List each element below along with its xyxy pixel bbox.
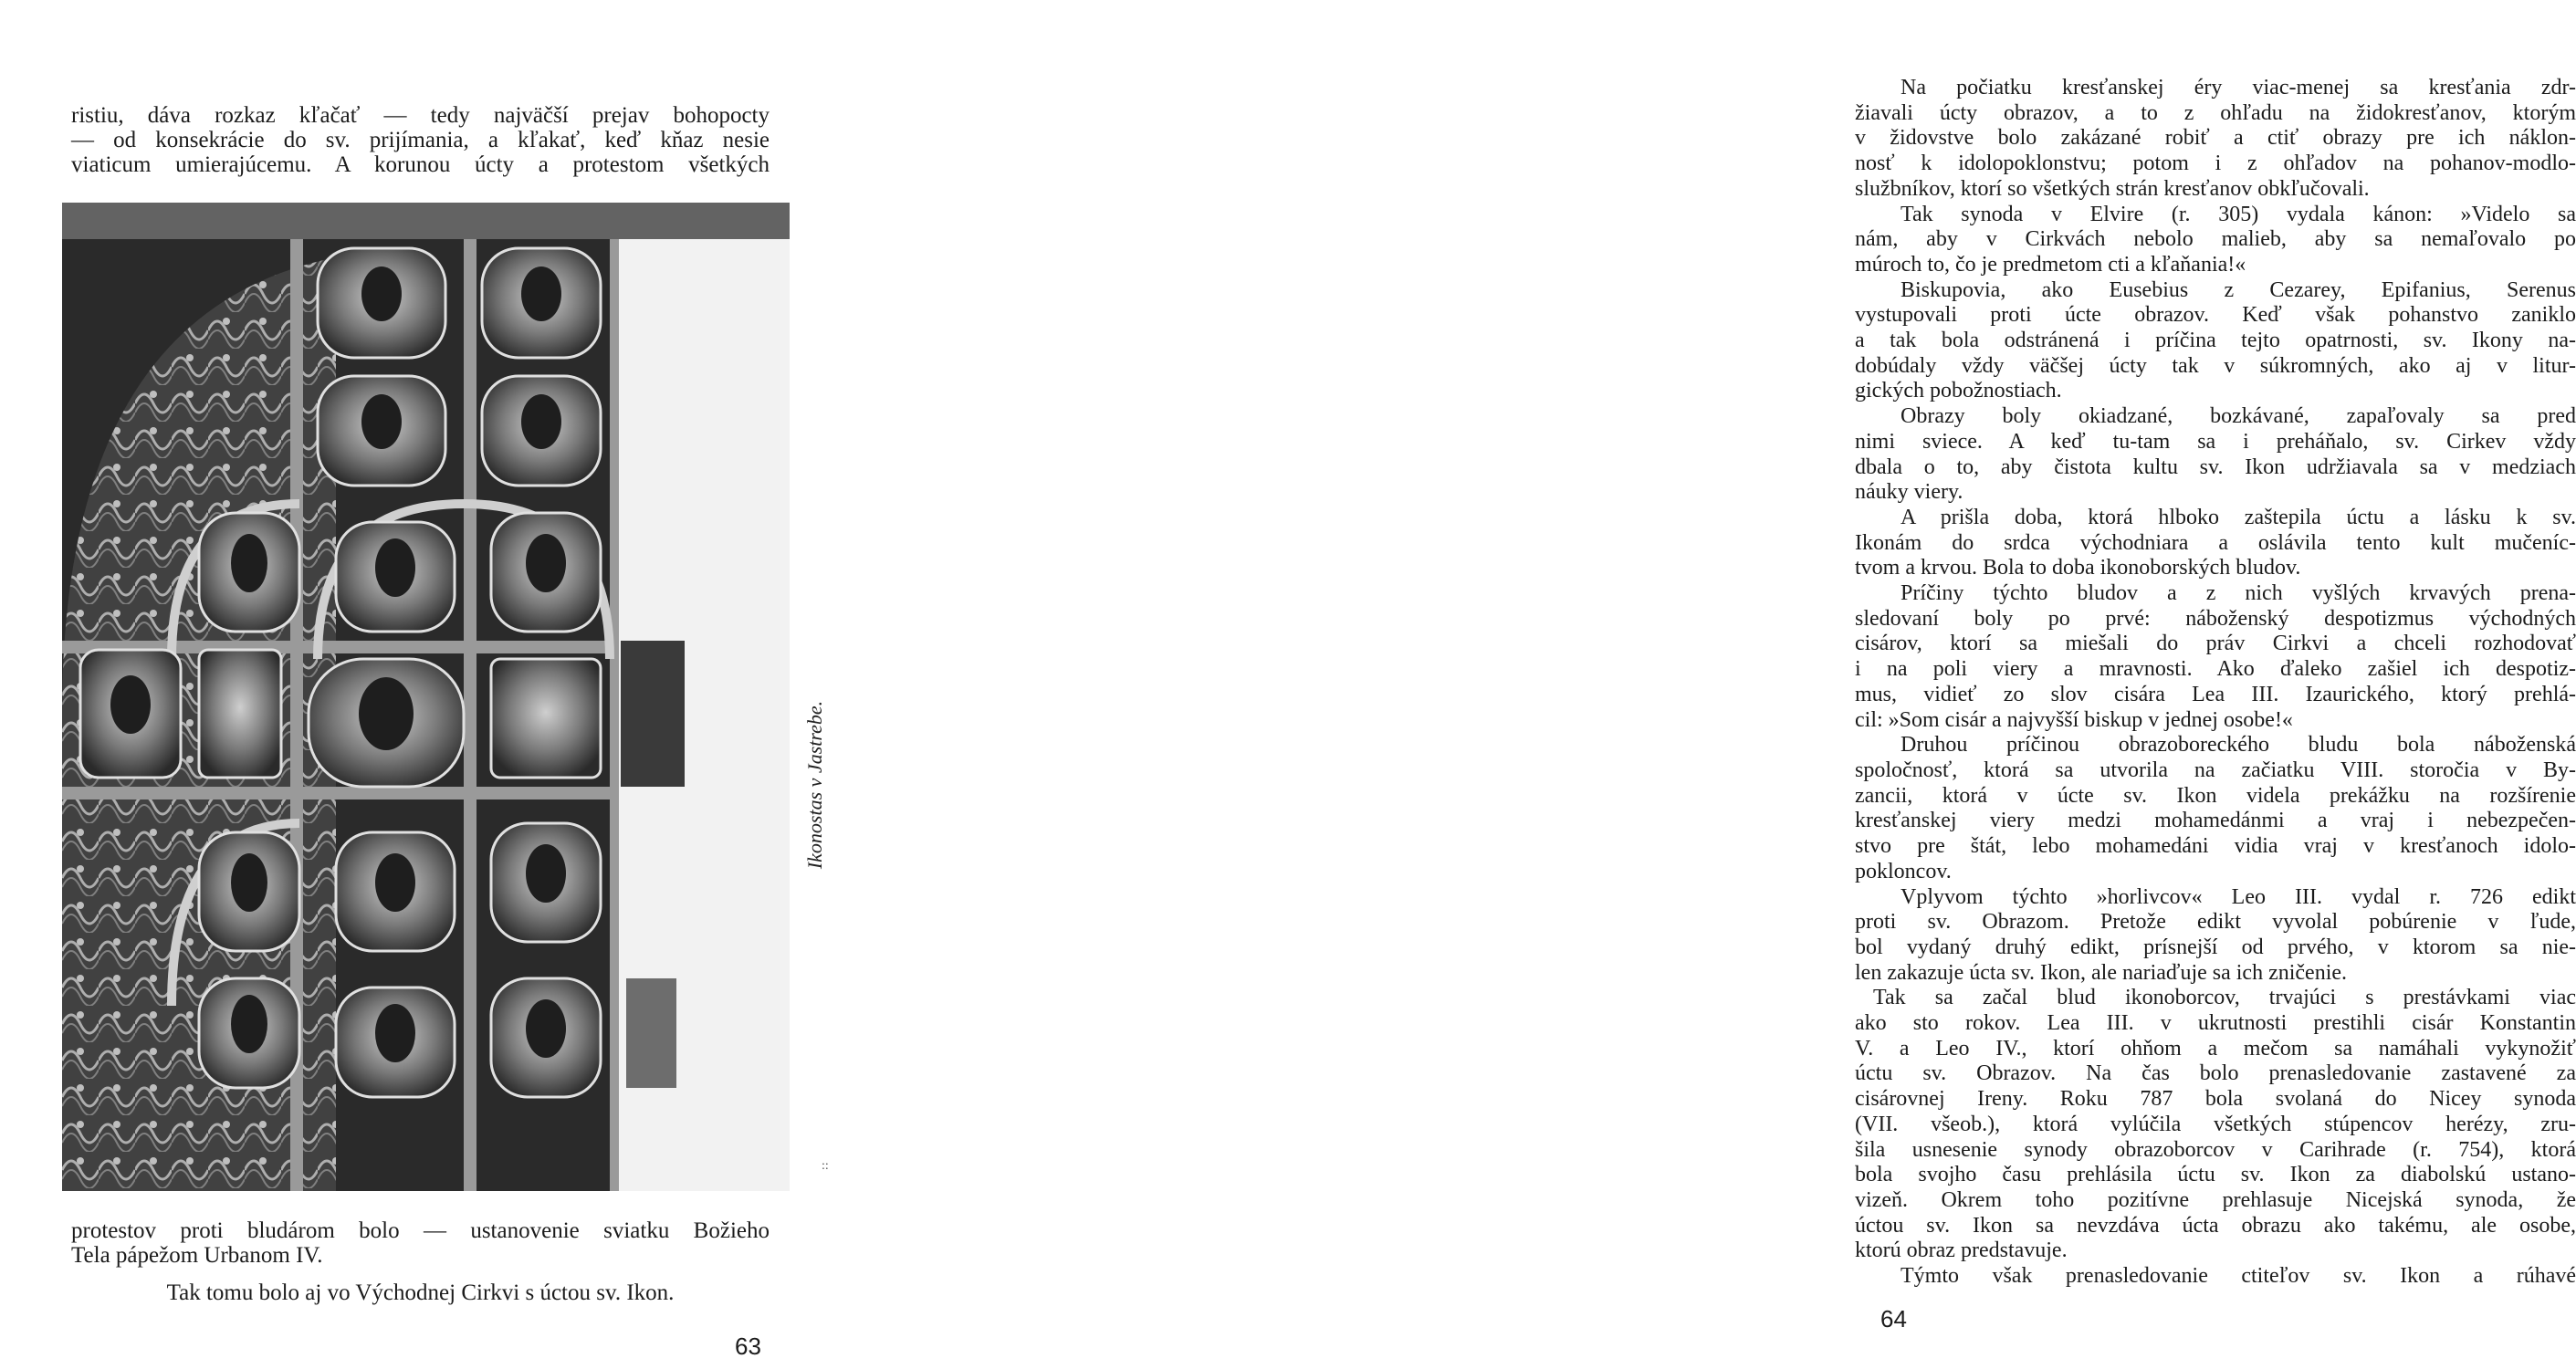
text-line: Biskupovia, ako Eusebius z Cezarey, Epifanius, Serenus [1901,277,2576,302]
text-line: V. a Leo IV., ktorí ohňom a mečom sa namáhali vykynožiť [1855,1036,2576,1061]
iconostasis-photo [62,203,790,1191]
text-line: gických pobožnostiach. [1855,379,2062,403]
text-line: náuky viery. [1855,480,1963,505]
right-body-text [1855,76,2576,1290]
left-top-paragraph [71,103,770,177]
text-line: cisárovnej Ireny. Roku 787 bola svolaná do Nicey synoda [1855,1087,2576,1112]
left-page [0,0,890,1369]
text-line: múroch to, čo je predmetom cti a kľaňania!« [1855,252,2246,277]
text-line: Druhou príčinou obrazoboreckého bludu bola náboženská [1901,733,2576,758]
text-line: bola svojho času prehlásila úctu sv. Ikon za diabolskú ustano- [1855,1163,2576,1187]
text-line: nosť k idolopoklonstvu; potom i z ohľadov na pohanov-modlo- [1855,152,2576,176]
text-line: bol vydaný druhý edikt, prísnejší od prvého, v ktorom sa nie- [1855,935,2576,959]
text-line: Ikonám do srdca východniara a oslávila tento kult mučeníc- [1855,530,2576,555]
text-line: úctou sv. Ikon sa nevzdáva úcta obrazu ako takému, ale osobe, [1855,1213,2576,1238]
text-line: viaticum umierajúcemu. A korunou úcty a protestom všetkých [71,152,770,177]
text-line: Príčiny týchto bludov a z nich vyšlých krvavých prena- [1901,581,2576,606]
print-mark: :: [822,1159,829,1173]
photo-caption: Ikonostas v Jastrebe. [803,700,826,870]
text-line: Na počiatku kresťanskej éry viac-menej sa kresťania zdr- [1901,76,2576,99]
text-line: dobúdaly vždy väčšej úcty tak v súkromných, ako aj v litur- [1855,353,2576,378]
text-line: zancii, ktorá v úcte sv. Ikon videla prekážku na rozšírenie [1855,783,2576,808]
text-line: protestov proti bludárom bolo — ustanovenie sviatku Božieho [71,1218,770,1243]
text-line: stvo pre štát, lebo mohamedáni vidia vraj v kresťanoch idolo- [1855,834,2576,859]
text-line: nám, aby v Cirkvách nebolo malieb, aby sa nemaľovalo po [1855,227,2576,252]
text-line: Tak synoda v Elvire (r. 305) vydala kánon: »Videlo sa [1901,202,2576,226]
text-line: a tak bola odstránená i príčina tejto opatrnosti, sv. Ikony na- [1855,329,2576,353]
text-line: mus, vidieť zo slov cisára Lea III. Izaurického, ktorý prehlá- [1855,682,2576,706]
left-bottom-paragraph [71,1218,770,1305]
page-number: 64 [1880,1305,1907,1332]
text-line: cil: »Som cisár a najvyšší biskup v jednej osobe!« [1855,707,2293,732]
text-line: nimi sviece. A keď tu-tam sa i preháňalo, sv. Cirkev vždy [1855,429,2576,454]
text-line: ktorú obraz predstavuje. [1855,1238,2068,1263]
text-line: ristiu, dáva rozkaz kľačať — tedy najväčší prejav bohopocty [71,103,770,128]
text-line: spoločnosť, ktorá sa utvorila na začiatku VIII. storočia v By- [1855,758,2576,782]
text-line: pokloncov. [1855,859,1952,883]
text-line: cisárov, ktorí sa miešali do práv Cirkvi a chceli rozhodovať [1855,632,2576,656]
text-line: (VII. všeob.), ktorá vylúčila všetkých stúpencov herézy, zru- [1855,1112,2576,1136]
text-line: ako sto rokov. Lea III. v ukrutnosti prestihli cisár Konstantin [1855,1011,2576,1036]
text-line: službníkov, ktorí so všetkých strán kresťanov obkľučovali. [1855,176,2370,201]
text-line: Tak sa začal blud ikonoborcov, trvajúci s prestávkami viac [1873,986,2576,1010]
text-line: úctu sv. Obrazov. Na čas bolo prenasledovanie zastavené za [1855,1061,2576,1086]
text-line: šila usnesenie synody obrazoborcov v Carihrade (r. 754), ktorá [1855,1137,2576,1162]
text-line: Obrazy boly okiadzané, bozkávané, zapaľovaly sa pred [1901,404,2576,429]
text-line: dbala o to, aby čistota kultu sv. Ikon udržiavala sa v medziach [1855,455,2576,479]
text-line: vystupovali proti úcte obrazov. Keď však pohanstvo zaniklo [1855,303,2576,328]
text-line: A prišla doba, ktorá hlboko zaštepila úctu a lásku k sv. [1901,505,2576,529]
closing-line: Tak tomu bolo aj vo Východnej Cirkvi s úctou sv. Ikon. [166,1280,675,1305]
text-line: proti sv. Obrazom. Pretože edikt vyvolal pobúrenie v ľude, [1855,910,2576,935]
text-line: kresťanskej viery medzi mohamedánmi a vraj i nebezpečen- [1855,809,2576,833]
text-line: — od konsekrácie do sv. prijímania, a kľakať, keď kňaz nesie [71,128,770,152]
page-number: 63 [735,1332,761,1360]
text-line: v židovstve bolo zakázané robiť a ctiť obrazy pre ich náklon- [1855,126,2576,151]
text-line: i na poli viery a mravnosti. Ako ďaleko zašiel ich despotiz- [1855,657,2576,682]
text-line: Vplyvom týchto »horlivcov« Leo III. vydal r. 726 edikt [1901,884,2576,909]
text-line: tvom a krvou. Bola to doba ikonoborských bludov. [1855,556,2301,580]
iconostasis-illustration [62,203,790,1191]
text-line: Týmto však prenasledovanie ctiteľov sv. Ikon a rúhavé [1901,1264,2576,1289]
text-line: Tela pápežom Urbanom IV. [71,1243,323,1268]
text-line: vizeň. Okrem toho pozitívne prehlasuje Nicejská synoda, že [1855,1187,2576,1212]
text-line: žiavali úcty obrazov, a to z ohľadu na židokresťanov, ktorým [1855,100,2576,125]
text-line: sledovaní boly po prvé: náboženský despotizmus východných [1855,606,2576,631]
right-page [890,0,2576,1369]
text-line: len zakazuje úcta sv. Ikon, ale nariaďuje sa ich zničenie. [1855,960,2348,985]
